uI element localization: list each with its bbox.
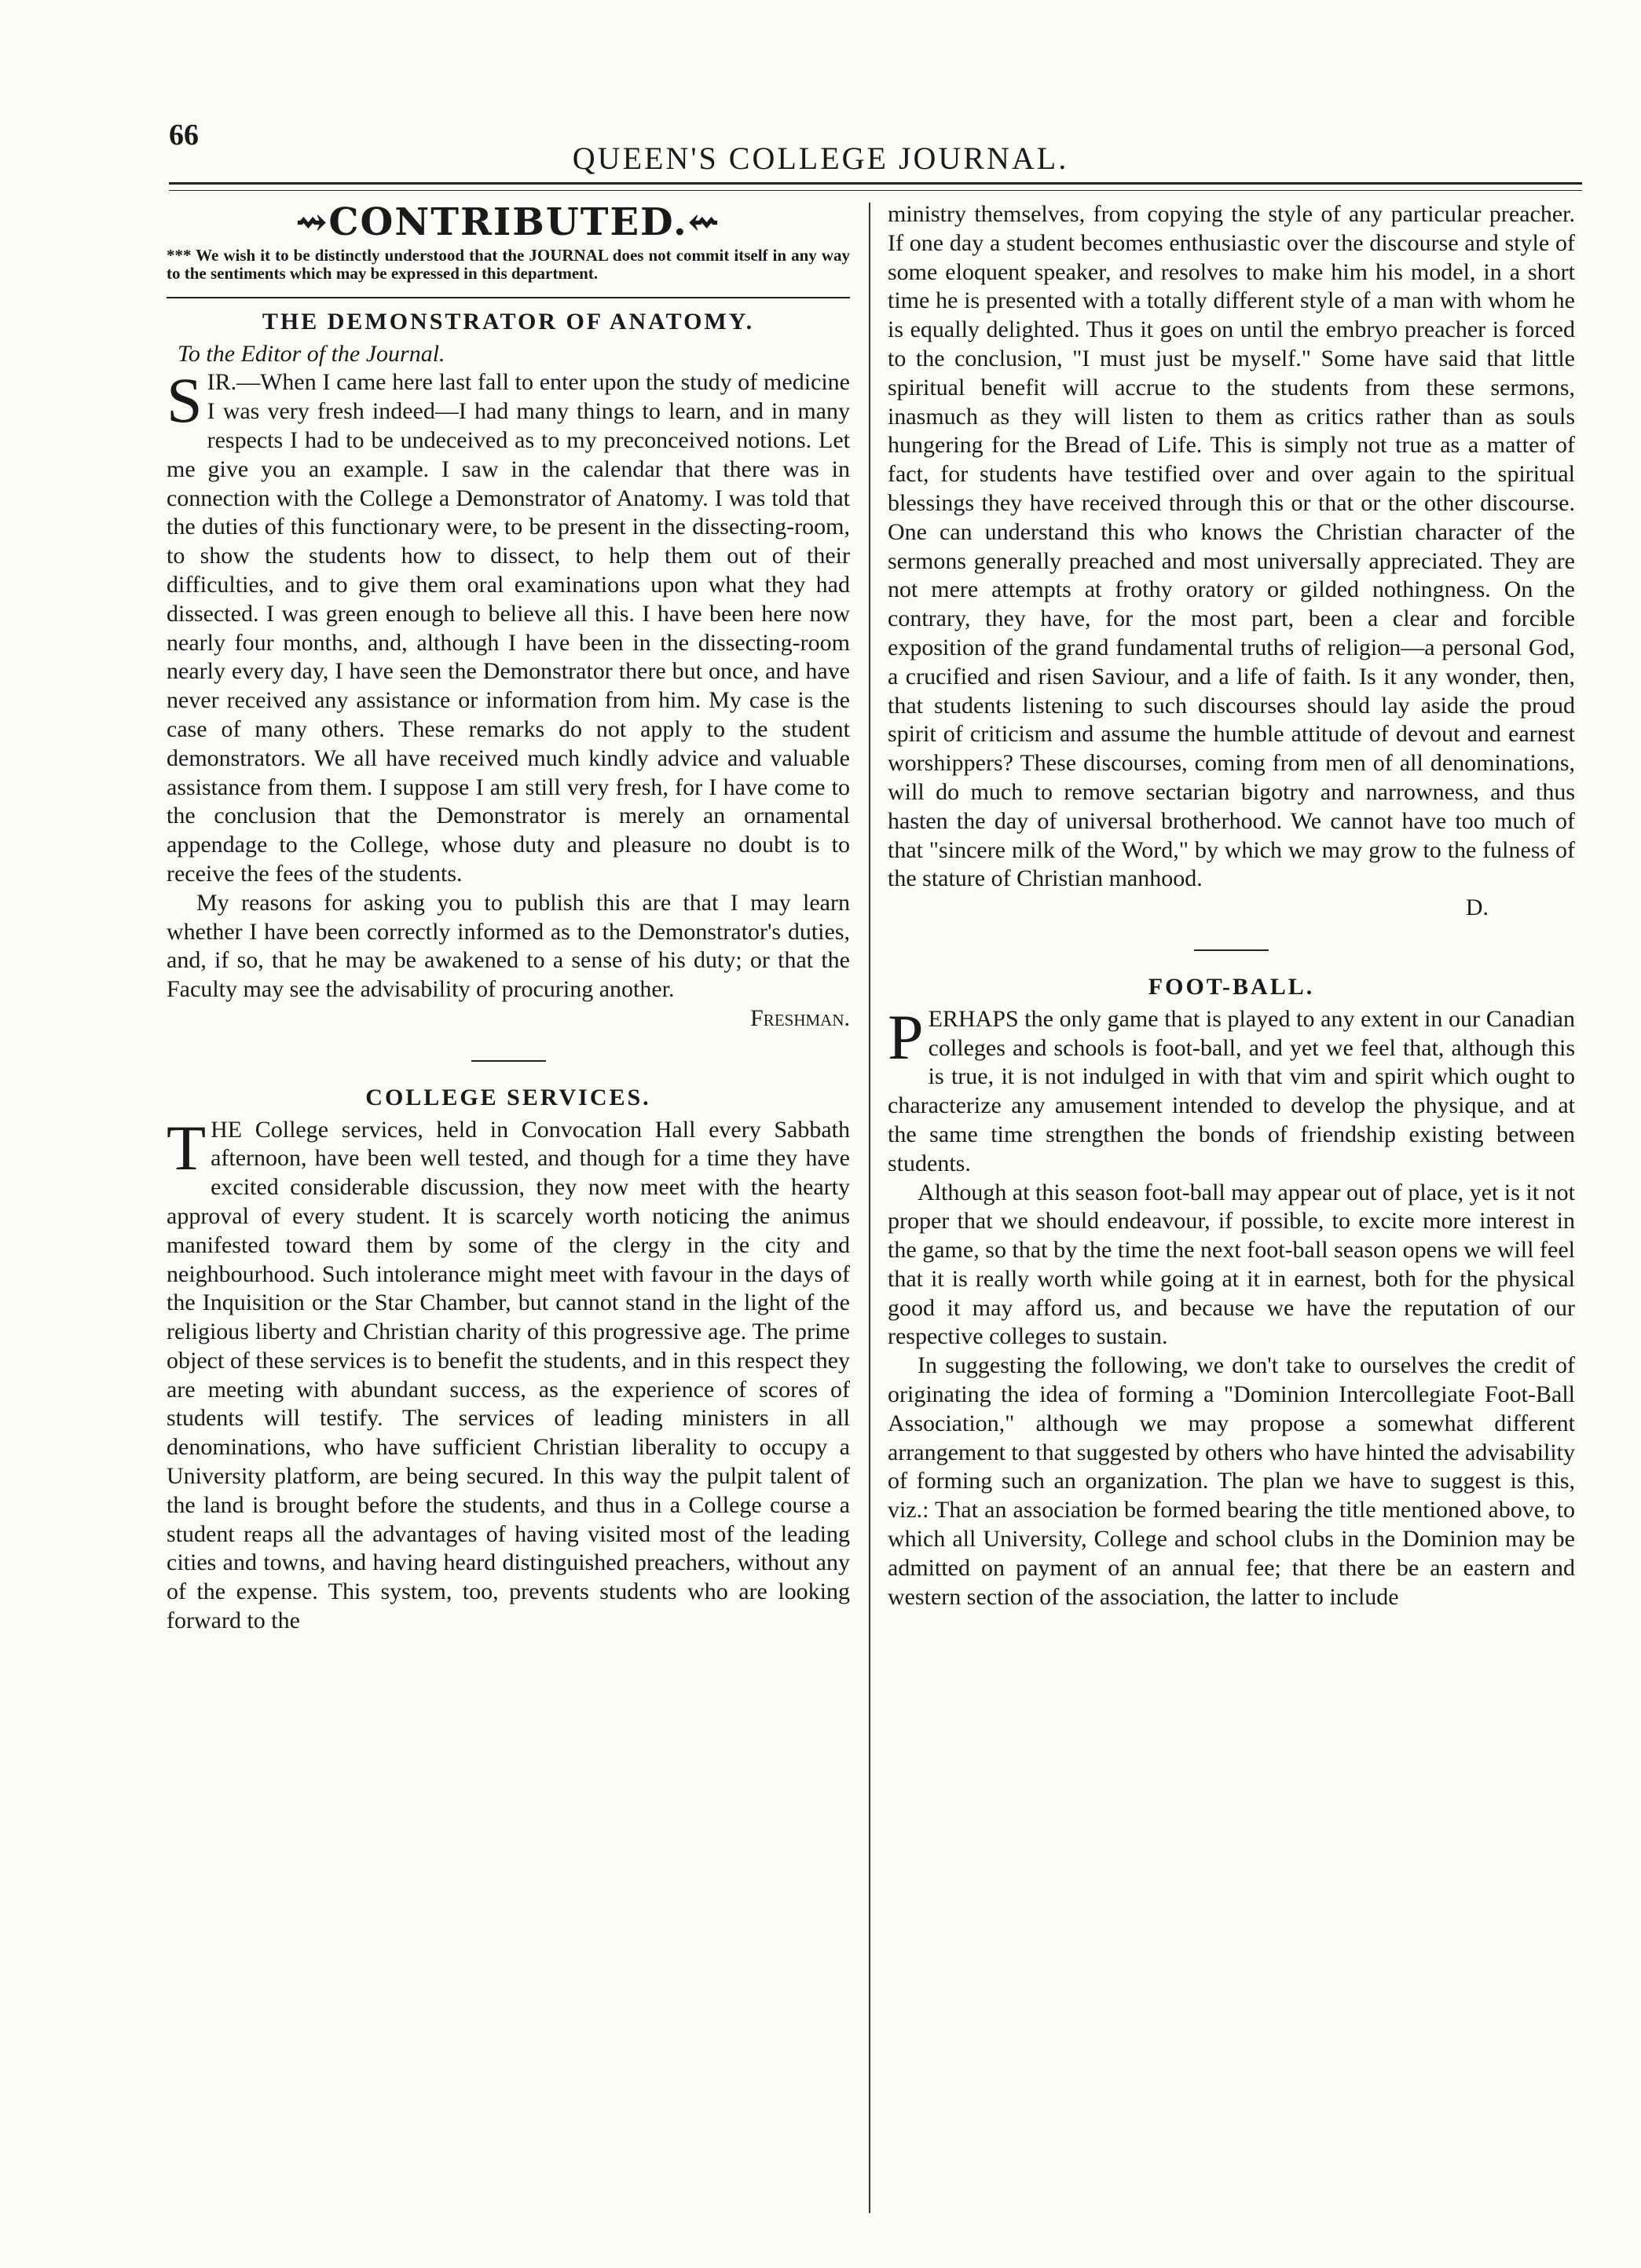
drop-cap: S [167,364,203,437]
header-rule [169,182,1582,185]
page-number: 66 [169,119,199,152]
article-byline: To the Editor of the Journal. [178,340,445,367]
column-divider [869,203,870,2213]
paragraph: Although at this season foot-ball may appear out of place, yet is it not proper that we should endeavour, if possible, to excite more interest in the game, so that by the time the next foot-ball season opens we will feel that it is really worth while going at it in earnest, both for the physical good it may afford us, and because we have the reputation of our respective colleges to sustain. [888,1179,1575,1350]
article-services [167,1084,850,1636]
article-football [888,973,1575,1612]
signature: Freshman. [750,1004,850,1031]
paragraph: In suggesting the following, we don't take to ourselves the credit of originating the idea of forming a "Dominion Intercollegiate Foot-Ball Association," although we may propose a somewhat different arrangement to that suggested by others who have hinted the advisability of forming such an organization. The plan we have to suggest is this, viz.: That an association be formed bearing the title mentioned above, to which all University, College and school clubs in the Dominion may be admitted on payment of an annual fee; that there be an eastern and western section of the association, the latter to include [888,1352,1575,1610]
left-column [167,200,850,1636]
divider [1194,949,1269,951]
drop-cap: T [167,1111,207,1183]
paragraph: PERHAPS the only game that is played to any extent in our Canadian colleges and schools is foot-ball, and yet we feel that, although this is true, it is not indulged in with that vim and spirit which ought to characterize any amusement intended to develop the physique, and at the same time strengthen the bonds of friendship existing between students. [888,1000,1575,1176]
signature: D. [1465,894,1489,921]
paragraph: THE College services, held in Convocation Hall every Sabbath afternoon, have been well tested, and though for a time they have excited considerable discussion, they now meet with the hearty approval of every student. It is scarcely worth noticing the animus manifested toward them by some of the clergy in the city and neighbourhood. Such intolerance might meet with favour in the days of the Inquisition or the Star Chamber, but cannot stand in the light of the religious liberty and Christian charity of this progressive age. The prime object of these services is to benefit the students, and in this respect they are meeting with abundant success, as the experience of scores of students will testify. The services of leading ministers in all denominations, who have sufficient Christian liberality to occupy a University platform, are being secured. In this way the pulpit talent of the land is brought before the students, and thus in a College course a student reaps all the advantages of having visited most of the leading cities and towns, and having heard distinguished preachers, without any of the expense. This system, too, prevents students who are looking forward to the [167,1111,850,1634]
disclaimer-note: *** We wish it to be distinctly understood that the JOURNAL does not commit itself in any way to the sentiments which may be expressed in this department. [167,245,850,283]
article-headline: COLLEGE SERVICES. [365,1084,651,1110]
divider [471,1060,546,1062]
article-headline: FOOT-BALL. [1148,973,1315,1000]
disclaimer-rule [167,297,850,298]
article-demonstrator [167,308,850,1033]
paragraph: SIR.—When I came here last fall to enter upon the study of medicine I was very fresh indeed—I had many things to learn, and in many respects I had to be undeceived as to my preconceived notions. Let me give you an example. I saw in the calendar that there was in connection with the College a Demonstrator of Anatomy. I was told that the duties of this functionary were, to be present in the dissecting-room, to show the students how to dissect, to help them out of their difficulties, and to give them oral examinations upon what they had dissected. I was green enough to believe all this. I have been here now nearly four months, and, although I have been in the dissecting-room nearly every day, I have seen the Demonstrator there but once, and have never received any assistance or information from him. My case is the case of many others. These remarks do not apply to the student demonstrators. We all have received much kindly advice and valuable assistance from them. I suppose I am still very fresh, for I have come to the conclusion that the Demonstrator is merely an ornamental appendage to the College, whose duty and pleasure no doubt is to receive the fees of the students. [167,364,850,887]
drop-cap: P [888,1000,924,1073]
paragraph: My reasons for asking you to publish this are that I may learn whether I have been correctly informed as to the Demonstrator's duties, and, if so, that he may be awakened to a sense of his duty; or that the Faculty may see the advisability of procuring another. [167,889,850,1003]
header-rule-thin [169,190,1582,191]
journal-title: QUEEN'S COLLEGE JOURNAL. [572,141,1069,176]
section-title: ⇝CONTRIBUTED.⇜ [295,200,721,244]
article-headline: THE DEMONSTRATOR OF ANATOMY. [262,308,755,335]
right-column [888,200,1575,1611]
paragraph-continued: ministry themselves, from copying the style of any particular preacher. If one day a student becomes enthusiastic over the discourse and style of some eloquent speaker, and resolves to make him his model, in a short time he is presented with a totally different style of a man with whom he is equally delighted. Thus it goes on until the embryo preacher is forced to the conclusion, "I must just be myself." Some have said that little spiritual benefit will accrue to the students from these sermons, inasmuch as they will listen to them as critics rather than as souls hungering for the Bread of Life. This is simply not true as a matter of fact, for students have testified over and over again to the spiritual blessings they have received through this or that or the other discourse. One can understand this who knows the Christian character of the sermons generally preached and most universally appreciated. They are not mere attempts at frothy oratory or gilded nothingness. On the contrary, they have, for the most part, been a clear and forcible exposition of the grand fundamental truths of religion—a personal God, a crucified and risen Saviour, and a life of faith. Is it any wonder, then, that students listening to such discourses should lay aside the proud spirit of criticism and assume the humble attitude of devout and earnest worshippers? These discourses, coming from men of all denominations, will do much to remove sectarian bigotry and narrowness, and thus hasten the day of universal brotherhood. We cannot have too much of that "sincere milk of the Word," by which we may grow to the fulness of the stature of Christian manhood. [888,201,1575,892]
